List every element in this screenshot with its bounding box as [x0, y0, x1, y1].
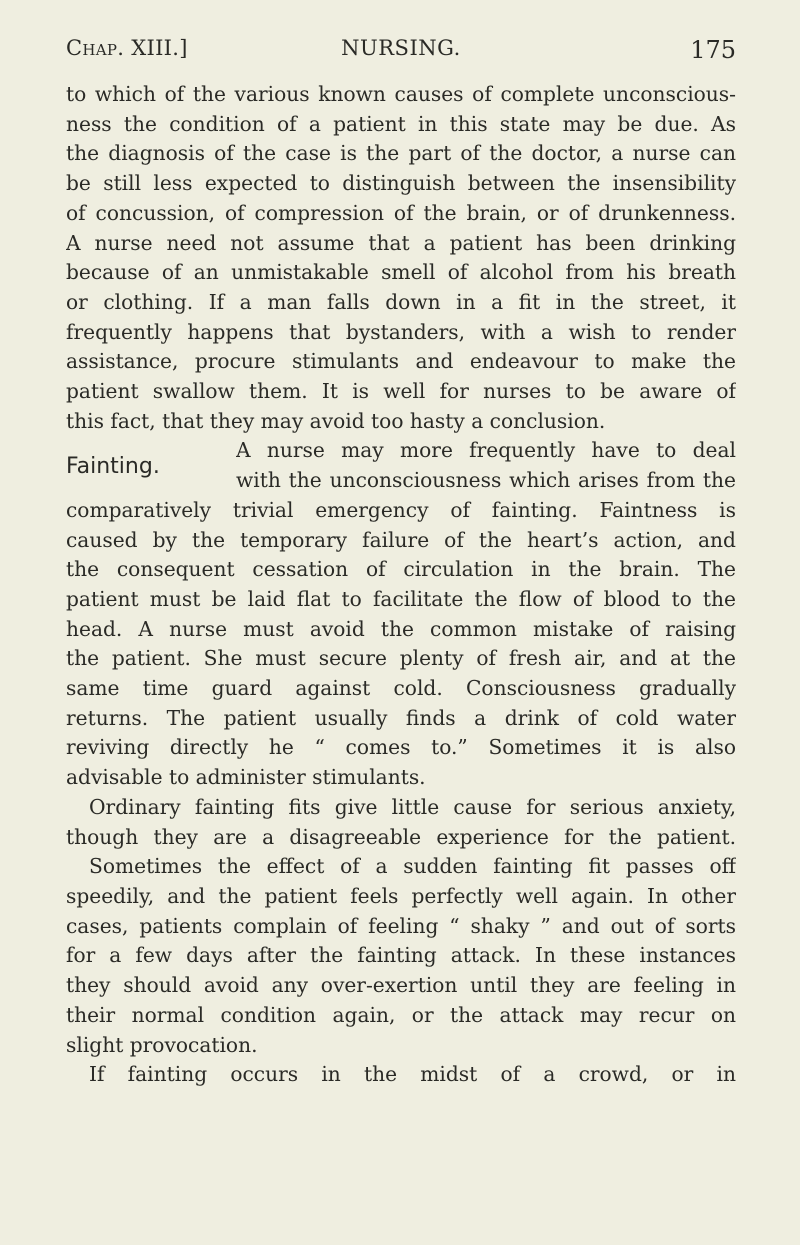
text-line: slight provocation.: [66, 1032, 258, 1057]
body-text: [66, 80, 736, 1090]
text-line: the consequent cessation of circulation in the brain. The: [66, 557, 736, 582]
text-line: frequently happens that bystanders, with a wish to render: [66, 319, 736, 344]
text-line: patient swallow them. It is well for nurses to be aware of: [66, 379, 736, 404]
text-line: assistance, procure stimulants and endeavour to make the: [66, 349, 736, 374]
text-line: be still less expected to distinguish between the insensibility: [66, 171, 736, 196]
text-line: same time guard against cold. Consciousness gradually: [66, 676, 736, 701]
text-line: of concussion, of compression of the brain, or of drunkenness.: [66, 200, 736, 225]
text-line: the diagnosis of the case is the part of the doctor, a nurse can: [66, 141, 736, 166]
text-line: their normal condition again, or the attack may recur on: [66, 1002, 736, 1027]
text-line: to which of the various known causes of complete unconscious-: [66, 82, 736, 106]
text-line: patient must be laid flat to facilitate the flow of blood to the: [66, 586, 736, 611]
text-line: caused by the temporary failure of the heart’s action, and: [66, 527, 736, 552]
text-line: with the unconsciousness which arises from the: [236, 468, 736, 493]
running-title: NURSING.: [341, 36, 461, 60]
text-line: head. A nurse must avoid the common mistake of raising: [66, 616, 736, 641]
chapter-label: Chap. XIII.]: [66, 36, 188, 60]
sidenote-block: [66, 436, 736, 495]
text-line: A nurse may more frequently have to deal: [236, 438, 736, 463]
text-line: the patient. She must secure plenty of fresh air, and at the: [66, 646, 736, 671]
text-line: or clothing. If a man falls down in a fit in the street, it: [66, 289, 736, 314]
sidenote-fainting: Fainting.: [66, 454, 160, 480]
running-header: [66, 36, 736, 70]
text-line: they should avoid any over-exertion until they are feeling in: [66, 973, 736, 998]
text-line: this fact, that they may avoid too hasty a conclusion.: [66, 408, 606, 433]
text-line: because of an unmistakable smell of alcohol from his breath: [66, 260, 736, 285]
text-line: for a few days after the fainting attack. In these instances: [66, 943, 736, 968]
text-line: though they are a disagreeable experience for the patient.: [66, 824, 736, 849]
text-line: Sometimes the effect of a sudden fainting fit passes off: [89, 854, 736, 879]
text-line: A nurse need not assume that a patient has been drinking: [66, 230, 736, 255]
text-line: comparatively trivial emergency of fainting. Faintness is: [66, 497, 736, 522]
text-line: ness the condition of a patient in this state may be due. As: [66, 111, 736, 136]
text-line: If fainting occurs in the midst of a crowd, or in: [89, 1062, 736, 1087]
page-number: 175: [690, 36, 736, 64]
text-line: cases, patients complain of feeling “ shaky ” and out of sorts: [66, 913, 736, 938]
text-line: advisable to administer stimulants.: [66, 765, 426, 790]
text-line: speedily, and the patient feels perfectly well again. In other: [66, 883, 736, 908]
text-line: Ordinary fainting fits give little cause for serious anxiety,: [89, 794, 736, 819]
text-line: reviving directly he “ comes to.” Sometimes it is also: [66, 735, 736, 760]
text-line: returns. The patient usually finds a drink of cold water: [66, 705, 736, 730]
